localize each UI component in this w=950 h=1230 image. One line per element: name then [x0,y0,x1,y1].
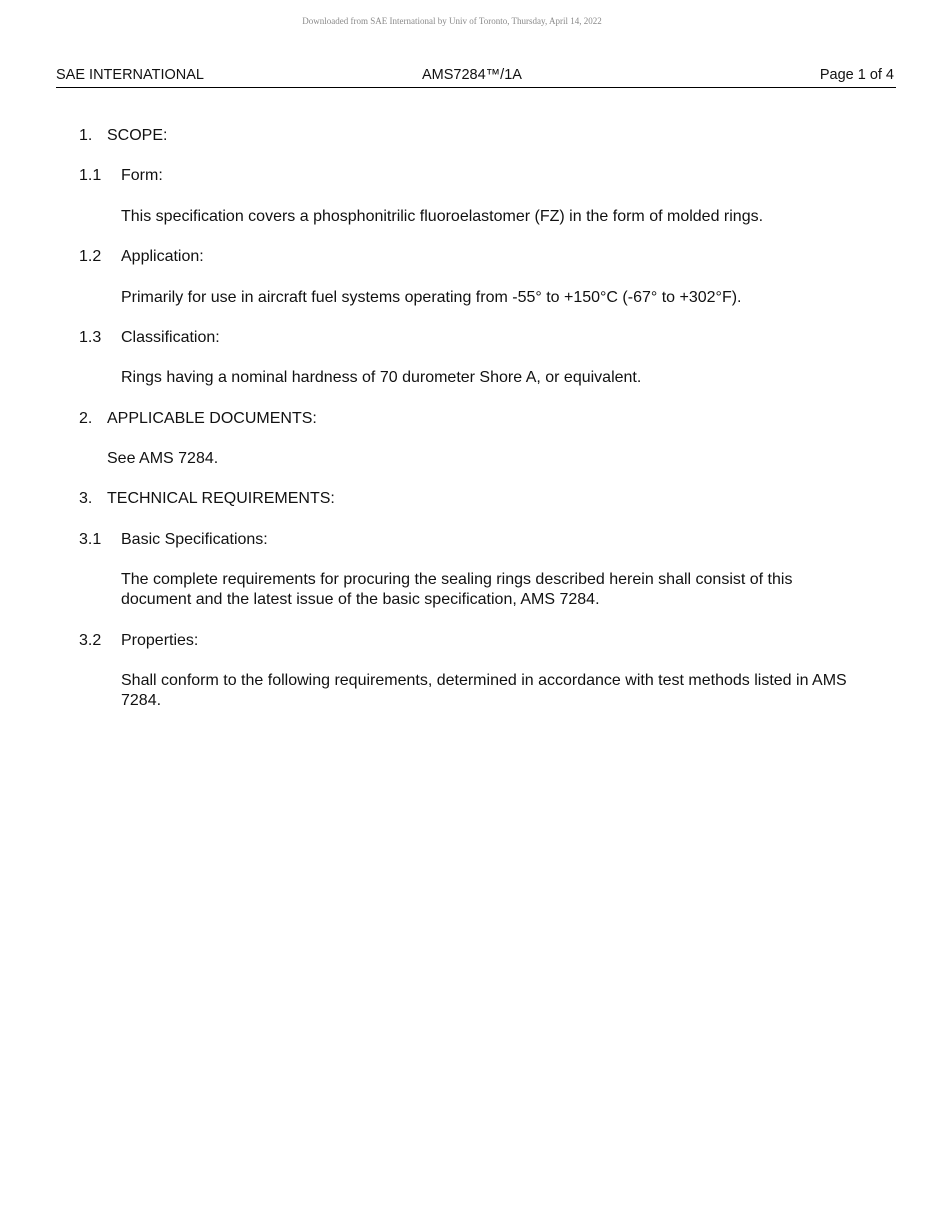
paragraph-application: Primarily for use in aircraft fuel systems operating from -55° to +150°C (-67° to +302°F). [121,289,742,306]
subsection-title: Classification: [121,329,220,346]
subsection-number: 1.2 [79,248,102,265]
section-number: 2. [79,410,93,427]
section-number: 3. [79,490,93,507]
subsection-title: Basic Specifications: [121,531,268,548]
subsection-title: Properties: [121,632,199,649]
download-watermark: Downloaded from SAE International by Univ of Toronto, Thursday, April 14, 2022 [302,16,602,26]
paragraph-classification: Rings having a nominal hardness of 70 durometer Shore A, or equivalent. [121,369,642,386]
section-title: APPLICABLE DOCUMENTS: [107,410,317,427]
header-publisher: SAE INTERNATIONAL [56,67,204,83]
header-page-number: Page 1 of 4 [819,67,894,83]
subsection-title: Application: [121,248,204,265]
subsection-title: Form: [121,167,163,184]
paragraph-properties: Shall conform to the following requirements, determined in accordance with test methods listed in AMS 7284. [121,672,847,709]
section-title: SCOPE: [107,127,168,144]
subsection-number: 3.1 [79,531,102,548]
subsection-number: 1.3 [79,329,102,346]
page-header [56,67,896,88]
header-document-number: AMS7284™/1A [422,67,522,83]
subsection-number: 1.1 [79,167,102,184]
section-title: TECHNICAL REQUIREMENTS: [107,490,335,507]
paragraph-form: This specification covers a phosphonitrilic fluoroelastomer (FZ) in the form of molded rings. [121,208,764,225]
paragraph-basic-specifications: The complete requirements for procuring the sealing rings described herein shall consist of this document and the latest issue of the basic specification, AMS 7284. [121,571,793,608]
paragraph-applicable-documents: See AMS 7284. [107,450,219,467]
section-number: 1. [79,127,93,144]
subsection-number: 3.2 [79,632,102,649]
